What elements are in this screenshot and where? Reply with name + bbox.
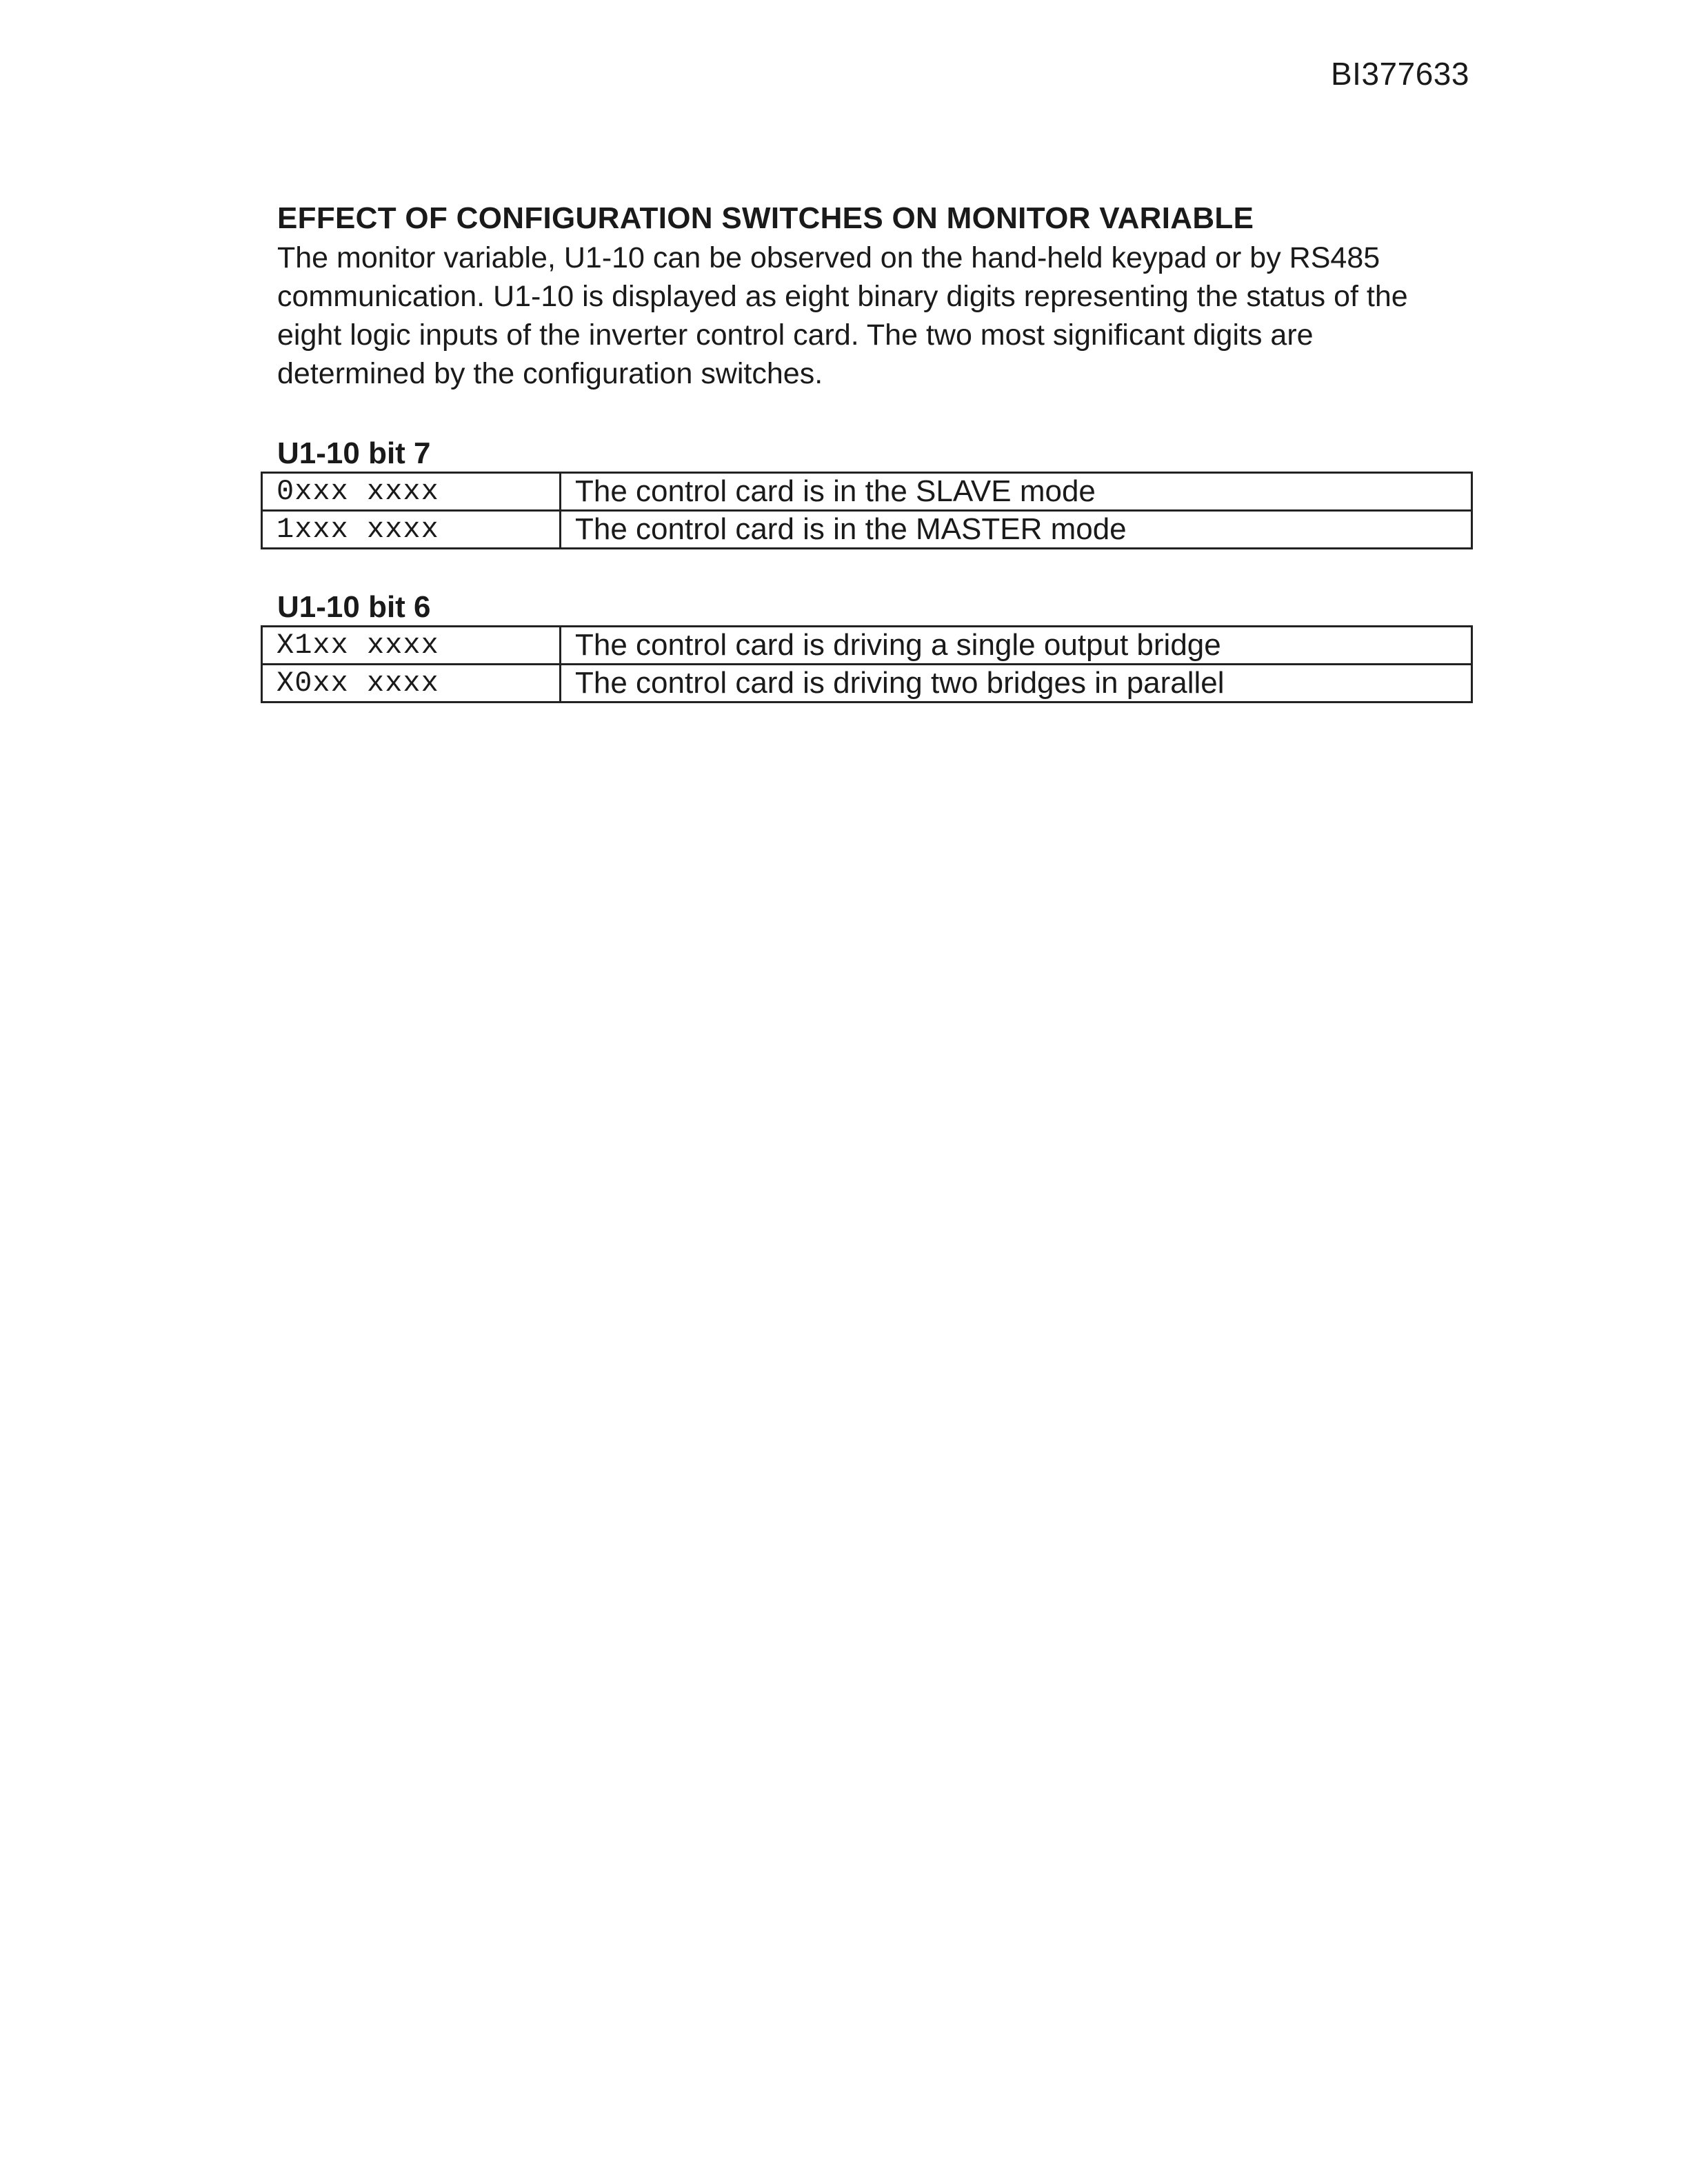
page-heading: EFFECT OF CONFIGURATION SWITCHES ON MONITOR VARIABLE	[277, 201, 1254, 235]
document-id: BI377633	[1331, 56, 1469, 92]
bit-code-cell: 0xxx xxxx	[262, 473, 561, 511]
bit-description-cell: The control card is in the MASTER mode	[561, 511, 1472, 549]
bit-code-cell: 1xxx xxxx	[262, 511, 561, 549]
bit-code-cell: X1xx xxxx	[262, 627, 561, 665]
bit-description-cell: The control card is in the SLAVE mode	[561, 473, 1472, 511]
bit6-table	[261, 625, 1473, 703]
bit-description-cell: The control card is driving two bridges in parallel	[561, 665, 1472, 702]
page-content	[277, 201, 1491, 703]
table-row	[262, 473, 1472, 511]
bit-description-cell: The control card is driving a single output bridge	[561, 627, 1472, 665]
table-row	[262, 665, 1472, 702]
bit7-table	[261, 472, 1473, 549]
table-row	[262, 511, 1472, 549]
bit-code-cell: X0xx xxxx	[262, 665, 561, 702]
bit6-section-title: U1-10 bit 6	[277, 590, 431, 624]
intro-paragraph: The monitor variable, U1-10 can be observed on the hand-held keypad or by RS485 communication. U1-10 is displayed as eight binary digits representing the status of the eight logic inputs of the inverter control card. The two most significant digits are determined by the configuration switches.	[277, 241, 1408, 390]
table-row	[262, 627, 1472, 665]
bit7-section-title: U1-10 bit 7	[277, 436, 431, 470]
